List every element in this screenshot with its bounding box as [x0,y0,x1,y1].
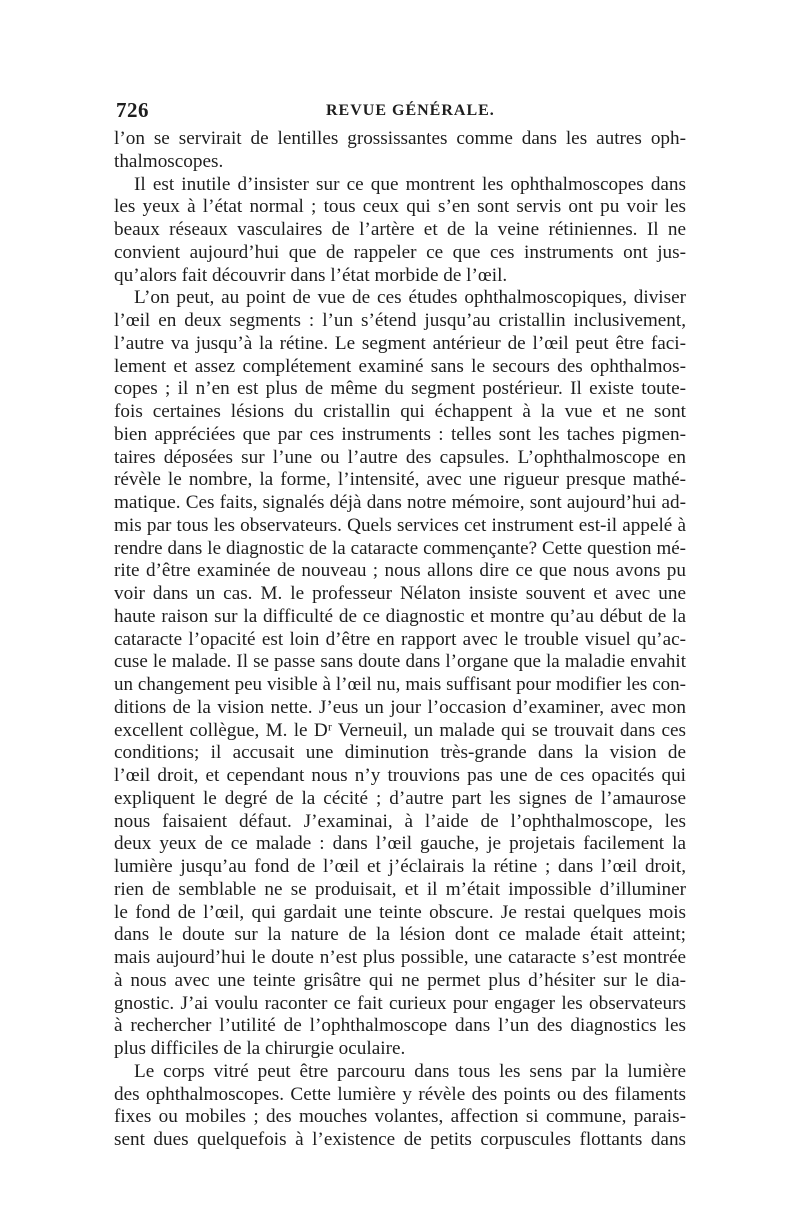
text-line: nous faisaient défaut. J’examinai, à l’aide de l’ophthalmoscope, les [114,810,686,832]
text-line: qu’alors fait découvrir dans l’état morbide de l’œil. [114,264,508,286]
text-line: sent dues quelquefois à l’existence de petits corpuscules flottants dans [114,1129,686,1150]
text-line: voir dans un cas. M. le professeur Nélaton insiste souvent et avec une [114,583,686,604]
text-line: révèle le nombre, la forme, l’intensité, avec une rigueur presque mathé- [114,469,686,491]
text-line: haute raison sur la difficulté de ce diagnostic et montre qu’au début de la [114,605,686,627]
text-line: matique. Ces faits, signalés déjà dans notre mémoire, sont aujourd’hui ad- [114,492,686,513]
text-line: taires déposées sur l’une ou l’autre des capsules. L’ophthalmoscope en [114,446,686,468]
text-line: conditions; il accusait une diminution très-grande dans la vision de [114,742,686,764]
text-line: convient aujourd’hui que de rappeler ce que ces instruments ont jus- [114,241,686,263]
text-line: beaux réseaux vasculaires de l’artère et de la veine rétiniennes. Il ne [114,219,686,240]
text-line: excellent collègue, M. le Dʳ Verneuil, un malade qui se trouvait dans ces [114,719,686,741]
text-line: fois certaines lésions du cristallin qui échappent à la vue et ne sont [114,401,686,422]
body-text [114,128,686,1152]
text-line: rite d’être examinée de nouveau ; nous allons dire ce que nous avons pu [114,560,686,582]
text-line: L’on peut, au point de vue de ces études ophthalmoscopiques, diviser [134,287,686,309]
text-line: copes ; il n’en est plus de même du segment postérieur. Il existe toute- [114,378,686,400]
text-line: thalmoscopes. [114,150,224,172]
text-line: rendre dans le diagnostic de la cataracte commençante? Cette question mé- [114,537,686,559]
text-line: cataracte l’opacité est loin d’être en rapport avec le trouble visuel qu’ac- [114,628,686,650]
text-line: expliquent le degré de la cécité ; d’autre part les signes de l’amaurose [114,787,686,809]
running-title: REVUE GÉNÉRALE. [326,102,495,119]
text-line: lement et assez complétement examiné sans le secours des ophthalmos- [114,355,686,377]
text-line: bien appréciées que par ces instruments : telles sont les taches pigmen- [114,423,686,445]
text-line: mis par tous les observateurs. Quels services cet instrument est-il appelé à [114,514,686,536]
text-line: plus difficiles de la chirurgie oculaire. [114,1038,406,1059]
text-line: l’autre va jusqu’à la rétine. Le segment antérieur de l’œil peut être faci- [114,332,686,354]
text-line: Il est inutile d’insister sur ce que montrent les ophthalmoscopes dans [134,173,686,195]
text-line: le fond de l’œil, qui gardait une teinte obscure. Je restai quelques mois [114,901,686,923]
text-line: mais aujourd’hui le doute n’est plus possible, une cataracte s’est montrée [114,947,686,968]
page-number: 726 [116,98,149,122]
text-line: un changement peu visible à l’œil nu, mais suffisant pour modifier les con- [114,674,686,695]
page-header [112,98,686,124]
text-line: rien de semblable ne se produisait, et il m’était impossible d’illuminer [114,878,686,900]
text-line: dans le doute sur la nature de la lésion dont ce malade était atteint; [114,924,686,946]
text-line: cuse le malade. Il se passe sans doute dans l’organe que la maladie envahit [114,651,686,673]
text-line: gnostic. J’ai voulu raconter ce fait curieux pour engager les observateurs [114,992,686,1014]
text-line: à nous avec une teinte grisâtre qui ne permet plus d’hésiter sur le dia- [114,969,686,991]
text-line: fixes ou mobiles ; des mouches volantes, affection si commune, parais- [114,1106,686,1128]
text-line: à rechercher l’utilité de l’ophthalmoscope dans l’un des diagnostics les [114,1015,686,1037]
text-line: l’œil droit, et cependant nous n’y trouvions pas une de ces opacités qui [114,765,686,786]
text-line: lumière jusqu’au fond de l’œil et j’éclairais la rétine ; dans l’œil droit, [114,856,686,877]
text-line: Le corps vitré peut être parcouru dans tous les sens par la lumière [134,1060,686,1082]
text-line: l’œil en deux segments : l’un s’étend jusqu’au cristallin inclusivement, [114,310,686,331]
text-line: ditions de la vision nette. J’eus un jour l’occasion d’examiner, avec mon [114,696,686,718]
text-line: deux yeux de ce malade : dans l’œil gauche, je projetais facilement la [114,833,686,855]
text-line: les yeux à l’état normal ; tous ceux qui s’en sont servis ont pu voir les [114,196,686,218]
text-line: l’on se servirait de lentilles grossissantes comme dans les autres oph- [114,128,686,149]
text-line: des ophthalmoscopes. Cette lumière y révèle des points ou des filaments [114,1083,686,1105]
